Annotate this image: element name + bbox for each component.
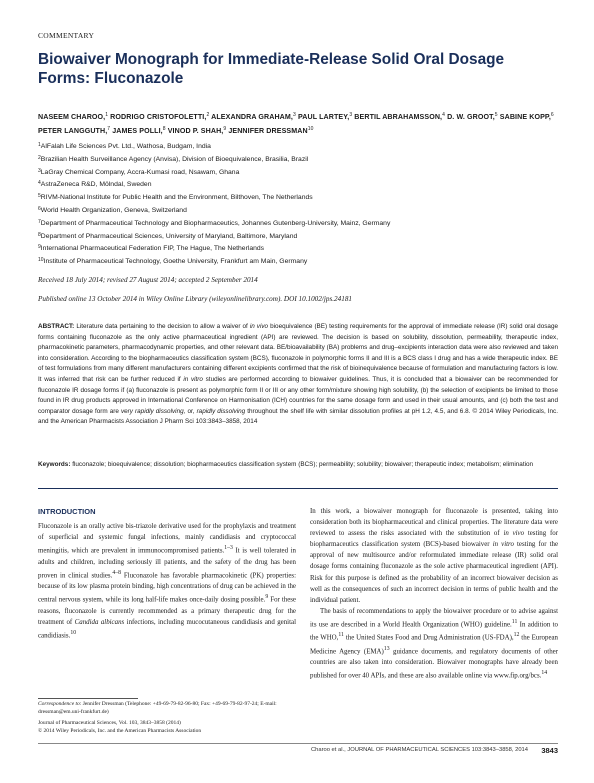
column-left	[38, 506, 296, 641]
keywords: Keywords: fluconazole; bioequivalence; dissolution; biopharmaceutics classification system (BCS); permeability; solubility; biowaiver; therapeutic index; metabolism; elimination	[38, 461, 534, 468]
affiliation-number: 6	[38, 205, 41, 212]
abstract: ABSTRACT: Literature data pertaining to the decision to allow a waiver of in vivo bioequivalence (BE) testing requirements for the approval of immediate release (IR) solid oral dosage forms containing fluconazole as the only active pharmaceutical ingredient (API) are reviewed. The decision is based on solubility, dissolution, permeability, therapeutic index, pharmacokinetic parameters, pharmacodynamic properties, and other relevant data. BE/bioavailability (BA) problems and drug–excipients interaction data were also reviewed and taken into consideration. According to the biopharmaceutics classification system (BCS), fluconazole in polymorphic forms II and III is a BCS class I drug and has a wide therapeutic index. BE of test formulations from many different manufacturers containing different excipients confirmed that the risk of bioinequivalence because of formulation and manufacturing factors is low. It was inferred that risk can be further reduced if in vitro studies are performed according to biowaiver guidelines. Thus, it is concluded that a biowaiver can be recommended for fluconazole IR dosage forms if (a) fluconazole is present as polymorphic form II or III or any other form/mixture showing high solubility, (b) the selection of excipients be limited to those found in IR drug products approved in International Conference on Harmonisation (ICH) countries for the same dosage form and used in their usual amounts, and (c) both the test and comparator dosage form are very rapidly dissolving, or, rapidly dissolving throughout the shelf life with similar dissolution profiles at pH 1.2, 4.5, and 6.8. © 2014 Wiley Periodicals, Inc. and the American Pharmacists Association J Pharm Sci 103:3843–3858, 2014	[38, 323, 558, 426]
affiliation-text: World Health Organization, Geneva, Switzerland	[40, 206, 187, 214]
affiliation-number: 10	[38, 257, 44, 264]
affiliation-text: Brazilian Health Surveillance Agency (Anvisa), Division of Bioequivalence, Brasilia, Brazil	[40, 155, 309, 163]
footnote-divider	[38, 698, 138, 699]
affiliation-text: RIVM-National Institute for Public Health and the Environment, Bilthoven, The Netherlands	[40, 194, 313, 202]
affiliation-text: International Pharmaceutical Federation FIP, The Hague, The Netherlands	[40, 245, 265, 253]
running-footer: Charoo et al., JOURNAL OF PHARMACEUTICAL SCIENCES 103:3843–3858, 2014	[310, 747, 528, 753]
page-number: 3843	[541, 746, 558, 755]
journal-citation: Journal of Pharmaceutical Sciences, Vol. 103, 3843–3858 (2014)	[38, 720, 181, 726]
affiliation-item	[38, 255, 558, 268]
intro-paragraph: The basis of recommendations to apply the biowaiver procedure or to advise against its use are described in a World Health Organization (WHO) guideline.$^{11}$ In addition to the WHO,$^{11}$ the United States Food and Drug Administration (US-FDA),$^{12}$ the European Medicine Agency (EMA)$^{13}$ guidance documents, and regulatory documents of other countries are also taken into consideration. Biowaiver monographs have already been published for over 40 APIs, and these are also available online via www.fip.org/bcs.$^{14}$	[310, 607, 559, 680]
affiliation-item	[38, 217, 558, 230]
section-heading-introduction: INTRODUCTION	[38, 507, 96, 516]
column-right	[310, 506, 558, 682]
affiliation-item	[38, 230, 558, 243]
affiliation-item	[38, 242, 558, 255]
footer-divider	[38, 743, 558, 744]
affiliation-number: 8	[38, 231, 41, 238]
intro-paragraph: In this work, a biowaiver monograph for fluconazole is presented, taking into consideration both its biopharmaceutical and clinical properties. The literature data were reviewed to assess the risks associated with the substitution of in vivo testing for biopharmaceutics classification system (BCS)-based biowaiver in vitro testing for the approval of new multisource and/or reformulated immediate release (IR) solid oral dosage forms containing fluconazole as the sole active pharmaceutical ingredient (API). Risk for this purpose is defined as the probability of an incorrect biowaiver decision as well as the consequences of such an incorrect decision in terms of public health and the individual patient.	[310, 508, 558, 604]
affiliation-number: 3	[38, 167, 41, 174]
journal-info	[38, 720, 300, 736]
affiliation-text: AstraZeneca R&D, Mölndal, Sweden	[40, 181, 152, 189]
article-title: Biowaiver Monograph for Immediate-Release Solid Oral Dosage Forms: Fluconazole	[38, 51, 505, 87]
intro-paragraph: Fluconazole is an orally active bis-triazole derivative used for the prophylaxis and treatment of superficial and systemic fungal infections, mainly candidiasis and cryptococcal meningitis, which are prevalent in immunocompromised patients.$^{1-3}$ It is well tolerated in adults and children, including seriously ill patients, and the safety of the drug has been proven in clinical studies.$^{4-8}$ Fluconazole has favorable pharmacokinetic (PK) properties: because of its low plasma protein binding, high concentrations of drug can be achieved in the central nervous system, while its long half-life makes once-daily dosing possible.$^9$ For these reasons, fluconazole is currently recommended as a primary therapeutic drug for the treatment of Candida albicans infections, including mucocutaneous candidiasis and genital candidiasis.$^{10}$	[38, 523, 296, 640]
correspondence-footnote: Correspondence to: Jennifer Dressman (Telephone: +49-69-79-82-96-80; Fax: +49-69-79-82-97-24; E-mail: dressman@em.uni-frankfurt.de)	[38, 701, 277, 715]
affiliation-item	[38, 191, 558, 204]
section-divider	[38, 488, 558, 489]
section-label: COMMENTARY	[38, 31, 95, 40]
affiliation-item	[38, 166, 558, 179]
affiliation-number: 2	[38, 154, 41, 161]
submission-dates: Received 18 July 2014; revised 27 August 2014; accepted 2 September 2014	[38, 276, 258, 284]
affiliation-item	[38, 153, 558, 166]
affiliation-item	[38, 140, 558, 153]
affiliation-text: Institute of Pharmaceutical Technology, Goethe University, Frankfurt am Main, Germany	[43, 258, 308, 266]
affiliation-item	[38, 178, 558, 191]
affiliation-text: Department of Pharmaceutical Technology and Biopharmaceutics, Johannes Gutenberg-University, Mainz, Germany	[40, 219, 391, 227]
affiliation-number: 4	[38, 180, 41, 187]
affiliation-text: AlFalah Life Sciences Pvt. Ltd., Wathosa, Budgam, India	[40, 143, 211, 150]
publication-info: Published online 13 October 2014 in Wiley Online Library (wileyonlinelibrary.com). DOI 10.1002/jps.24181	[38, 295, 353, 303]
affiliation-list	[38, 140, 558, 268]
affiliation-item	[38, 204, 558, 217]
author-list: NASEEM CHAROO,$^1$ RODRIGO CRISTOFOLETTI,$^2$ ALEXANDRA GRAHAM,$^3$ PAUL LARTEY,$^3$ BERTIL ABRAHAMSSON,$^4$ D. W. GROOT,$^5$ SABINE KOPP,$^6$ PETER LANGGUTH,$^7$ JAMES POLLI,$^8$ VINOD P. SHAH,$^9$ JENNIFER DRESSMAN$^{10}$	[38, 112, 554, 135]
affiliation-text: Department of Pharmaceutical Sciences, University of Maryland, Baltimore, Maryland	[40, 232, 298, 240]
affiliation-number: 7	[38, 218, 41, 225]
copyright-line: © 2014 Wiley Periodicals, Inc. and the American Pharmacists Association	[38, 727, 202, 734]
affiliation-number: 1	[38, 142, 41, 148]
affiliation-number: 5	[38, 193, 41, 200]
affiliation-number: 9	[38, 244, 41, 251]
affiliation-text: LaGray Chemical Company, Accra-Kumasi road, Nsawam, Ghana	[40, 168, 240, 176]
